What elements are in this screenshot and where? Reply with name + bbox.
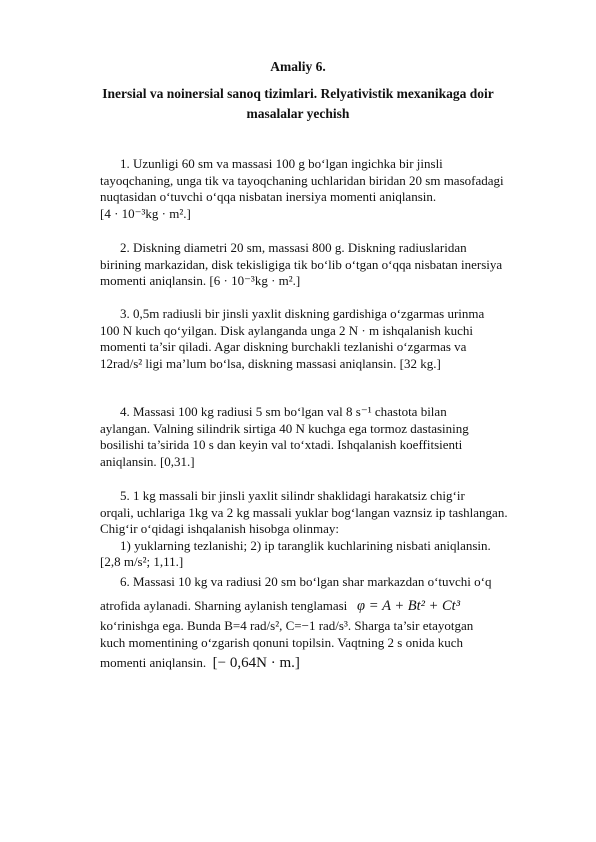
- page-title: Amaliy 6.: [270, 59, 326, 74]
- problem-6-answer: [− 0,64N · m.]: [212, 655, 300, 672]
- problem-2-line: 2. Diskning diametri 20 sm, massasi 800 g. Diskning radiuslaridan: [120, 240, 467, 255]
- problem-5-line: Chig‘ir o‘qidagi ishqalanish hisobga olinmay:: [100, 521, 340, 537]
- problem-4: [100, 404, 542, 470]
- problem-3-answer: [32 kg.]: [399, 355, 441, 371]
- problem-2: [100, 240, 542, 290]
- subtitle-line-2: masalalar yechish: [246, 106, 350, 121]
- problem-1-answer: [4 · 10⁻³kg · m².]: [100, 205, 191, 221]
- problem-5: [100, 488, 542, 571]
- problem-4-line: 4. Massasi 100 kg radiusi 5 sm bo‘lgan val 8 s⁻¹ chastota bilan: [120, 404, 447, 419]
- problem-5-line: 5. 1 kg massali bir jinsli yaxlit silindr shaklidagi harakatsiz chig‘ir: [120, 488, 465, 503]
- problem-2-line: momenti aniqlansin.: [100, 273, 207, 289]
- problem-3-line: 3. 0,5m radiusli bir jinsli yaxlit diskning gardishiga o‘zgarmas urinma: [120, 306, 485, 321]
- problem-4-answer: [0,31.]: [159, 453, 195, 469]
- problem-1-line: tayoqchaning, unga tik va tayoqchaning uchlaridan biridan 20 sm masofadagi: [100, 172, 504, 188]
- problem-1-line: 1. Uzunligi 60 sm va massasi 100 g bo‘lgan ingichka bir jinsli: [120, 156, 443, 171]
- problem-6-line: momenti aniqlansin.: [100, 655, 207, 671]
- problem-4-line: aniqlansin.: [100, 453, 157, 469]
- problem-2-answer: [6 · 10⁻³kg · m².]: [209, 273, 301, 289]
- problem-6-line: 6. Massasi 10 kg va radiusi 20 sm bo‘lgan shar markazdan o‘tuvchi o‘q: [120, 574, 492, 589]
- problem-6-line: kuch momentining o‘zgarish qonuni topilsin. Vaqtning 2 s onida kuch: [100, 634, 464, 650]
- rotation-equation: φ = A + Bt² + Ct³: [357, 598, 461, 614]
- problem-5-answer: [2,8 m/s²; 1,11.]: [100, 554, 184, 570]
- problem-5-line: orqali, uchlariga 1kg va 2 kg massali yuklar bog‘langan vaznsiz ip tashlangan.: [100, 504, 508, 520]
- problem-6-line: atrofida aylanadi. Sharning aylanish tenglamasi: [100, 598, 348, 613]
- problem-4-line: aylangan. Valning silindrik sirtiga 40 N kuchga ega tormoz dastasining: [100, 420, 469, 436]
- problem-3-line: 100 N kuch qo‘yilgan. Disk aylanganda unga 2 N · m ishqalanish kuchi: [100, 322, 473, 338]
- problem-3-line: momenti ta’sir qiladi. Agar diskning burchakli tezlanishi o‘zgarmas va: [100, 339, 467, 355]
- problem-4-line: bosilishi ta’sirida 10 s dan keyin val to‘xtadi. Ishqalanish koeffitsienti: [100, 437, 463, 453]
- subtitle-line-1: Inersial va noinersial sanoq tizimlari. Relyativistik mexanikaga doir: [102, 86, 494, 101]
- problem-6: [100, 570, 542, 675]
- problem-6-line: ko‘rinishga ega. Bunda B=4 rad/s², C=−1 rad/s³. Sharga ta’sir etayotgan: [100, 618, 474, 633]
- problem-3: [100, 306, 542, 372]
- problem-1: [100, 156, 542, 222]
- problem-2-line: birining markazidan, disk tekisligiga tik bo‘lib o‘tgan o‘qqa nisbatan inersiya: [100, 256, 503, 272]
- problem-3-line: 12rad/s² ligi ma’lum bo‘lsa, diskning massasi aniqlansin.: [100, 355, 397, 371]
- problem-1-line: nuqtasidan o‘tuvchi o‘qqa nisbatan inersiya momenti aniqlansin.: [100, 189, 437, 205]
- problem-5-line: 1) yuklarning tezlanishi; 2) ip taranglik kuchlarining nisbati aniqlansin.: [120, 537, 491, 553]
